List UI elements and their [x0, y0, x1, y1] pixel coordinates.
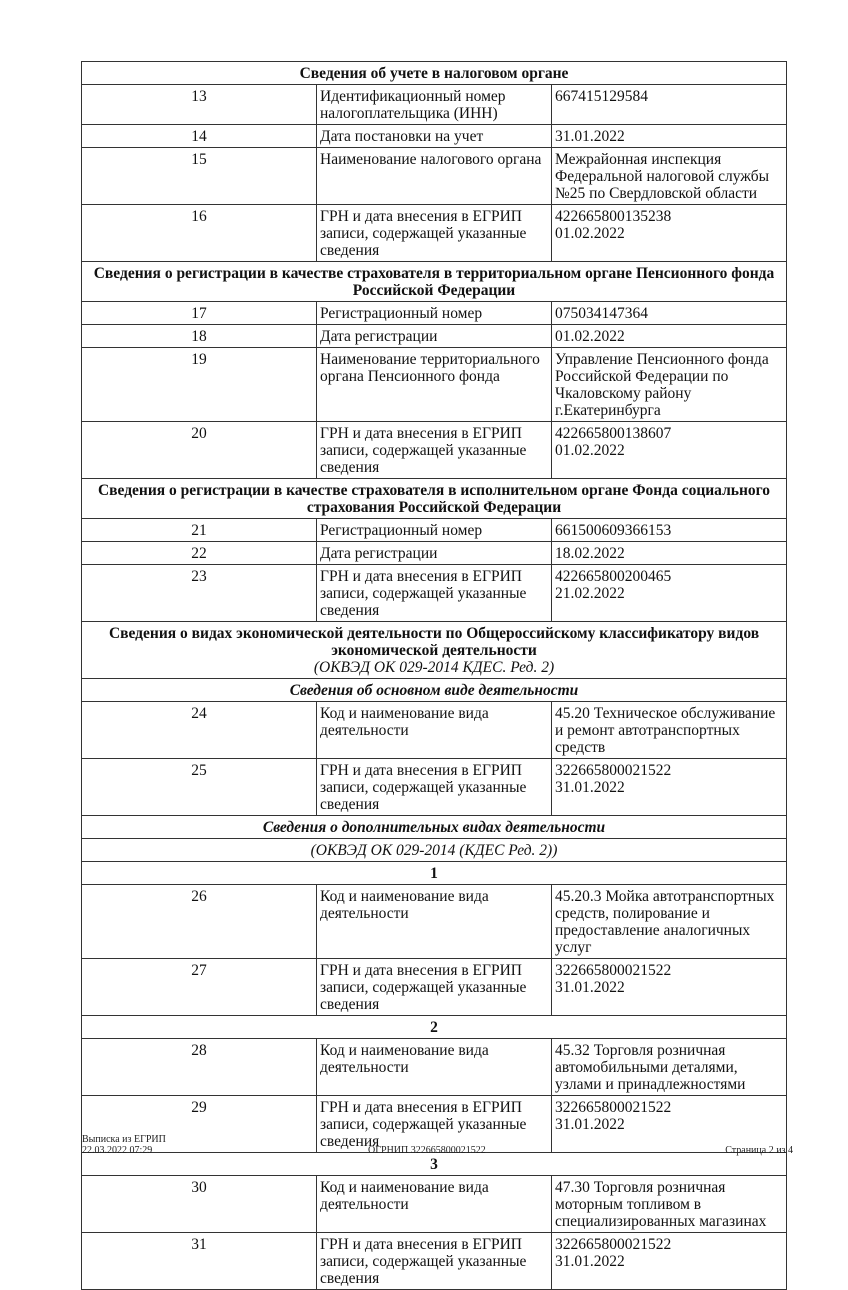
row-number: 24 — [82, 702, 317, 759]
registration-date-value: 31.01.2022 — [555, 128, 625, 145]
okved-subtitle: (ОКВЭД ОК 029-2014 КДЕС. Ред. 2) — [313, 659, 555, 676]
row-number: 25 — [82, 759, 317, 816]
row-label: ГРН и дата внесения в ЕГРИП записи, содержащей указанные сведения — [317, 565, 552, 622]
grn-date-value: 31.01.2022 — [555, 1253, 625, 1270]
row-number: 22 — [82, 542, 317, 565]
subsection-title: Сведения об основном виде деятельности — [82, 679, 787, 702]
table-row — [82, 1096, 787, 1153]
activity-code-value: 45.32 Торговля розничная автомобильными деталями, узлами и принадлежностями — [555, 1042, 746, 1093]
table-row — [82, 702, 787, 759]
pension-authority-value: Управление Пенсионного фонда Российской Федерации по Чкаловскому району г.Екатеринбурга — [555, 351, 769, 419]
table-row — [82, 85, 787, 125]
grn-value: 422665800200465 — [555, 568, 672, 585]
grn-value: 322665800021522 — [555, 962, 672, 979]
footer-datetime: 22.03.2022 07:29 — [82, 1145, 153, 1156]
row-value — [552, 959, 787, 1016]
table-row — [82, 1233, 787, 1290]
table-row — [82, 885, 787, 959]
row-value — [552, 302, 787, 325]
row-label: ГРН и дата внесения в ЕГРИП записи, содержащей указанные сведения — [317, 422, 552, 479]
grn-date-value: 01.02.2022 — [555, 442, 625, 459]
row-label: Наименование налогового органа — [317, 148, 552, 205]
grn-date-value: 31.01.2022 — [555, 979, 625, 996]
section-title: Сведения о регистрации в качестве страхователя в территориальном органе Пенсионного фонда Российской Федерации — [82, 262, 787, 302]
row-value — [552, 348, 787, 422]
row-value — [552, 1176, 787, 1233]
egrip-extract-table — [81, 61, 787, 1290]
row-number: 29 — [82, 1096, 317, 1153]
row-label: Регистрационный номер — [317, 302, 552, 325]
row-label: Код и наименование вида деятельности — [317, 1039, 552, 1096]
row-value — [552, 759, 787, 816]
footer-ogrnip: ОГРНИП 322665800021522 — [368, 1145, 486, 1156]
row-number: 19 — [82, 348, 317, 422]
subsection-title: Сведения о дополнительных видах деятельности — [82, 816, 787, 839]
grn-value: 422665800135238 — [555, 208, 672, 225]
section-header-social-insurance — [82, 479, 787, 519]
footer-document-info — [82, 1134, 166, 1156]
row-value — [552, 565, 787, 622]
row-number: 27 — [82, 959, 317, 1016]
footer-document-name: Выписка из ЕГРИП — [82, 1134, 166, 1145]
row-label: ГРН и дата внесения в ЕГРИП записи, содержащей указанные сведения — [317, 959, 552, 1016]
row-number: 13 — [82, 85, 317, 125]
table-row — [82, 325, 787, 348]
grn-date-value: 21.02.2022 — [555, 585, 625, 602]
row-value — [552, 1039, 787, 1096]
row-value — [552, 205, 787, 262]
table-row — [82, 148, 787, 205]
footer-page-number: Страница 2 из 4 — [725, 1145, 793, 1156]
subsection-okved-edition — [82, 839, 787, 862]
row-number: 14 — [82, 125, 317, 148]
registration-number-value: 661500609366153 — [555, 522, 672, 539]
grn-value: 322665800021522 — [555, 762, 672, 779]
row-label: Регистрационный номер — [317, 519, 552, 542]
table-row — [82, 348, 787, 422]
activity-code-value: 45.20 Техническое обслуживание и ремонт автотранспортных средств — [555, 705, 776, 756]
registration-number-value: 075034147364 — [555, 305, 648, 322]
row-number: 20 — [82, 422, 317, 479]
section-header-okved — [82, 622, 787, 679]
table-row — [82, 959, 787, 1016]
row-number: 28 — [82, 1039, 317, 1096]
row-value — [552, 519, 787, 542]
okved-edition-note: (ОКВЭД ОК 029-2014 (КДЕС Ред. 2)) — [82, 839, 787, 862]
grn-value: 322665800021522 — [555, 1099, 672, 1116]
row-value — [552, 422, 787, 479]
row-label: Код и наименование вида деятельности — [317, 702, 552, 759]
row-label: Код и наименование вида деятельности — [317, 885, 552, 959]
grn-date-value: 31.01.2022 — [555, 1116, 625, 1133]
row-number: 16 — [82, 205, 317, 262]
row-value — [552, 148, 787, 205]
row-number: 21 — [82, 519, 317, 542]
registration-date-value: 01.02.2022 — [555, 328, 625, 345]
row-value — [552, 1233, 787, 1290]
row-value — [552, 325, 787, 348]
row-label: ГРН и дата внесения в ЕГРИП записи, содержащей указанные сведения — [317, 1233, 552, 1290]
section-title: Сведения о регистрации в качестве страхователя в исполнительном органе Фонда социального страхования Российской Федерации — [82, 479, 787, 519]
row-label: ГРН и дата внесения в ЕГРИП записи, содержащей указанные сведения — [317, 1096, 552, 1153]
group-index: 3 — [82, 1153, 787, 1176]
grn-value: 422665800138607 — [555, 425, 672, 442]
inn-value: 667415129584 — [555, 88, 648, 105]
activity-code-value: 47.30 Торговля розничная моторным топливом в специализированных магазинах — [555, 1179, 767, 1230]
grn-value: 322665800021522 — [555, 1236, 672, 1253]
registration-date-value: 18.02.2022 — [555, 545, 625, 562]
row-value — [552, 85, 787, 125]
row-number: 17 — [82, 302, 317, 325]
row-label: Дата регистрации — [317, 542, 552, 565]
section-header-pension — [82, 262, 787, 302]
row-label: Наименование территориального органа Пенсионного фонда — [317, 348, 552, 422]
row-number: 23 — [82, 565, 317, 622]
table-row — [82, 205, 787, 262]
okved-title: Сведения о видах экономической деятельности по Общероссийскому классификатору видов экономической деятельности — [108, 625, 760, 659]
table-row — [82, 1039, 787, 1096]
group-index: 2 — [82, 1016, 787, 1039]
table-row — [82, 422, 787, 479]
table-row — [82, 1176, 787, 1233]
row-number: 18 — [82, 325, 317, 348]
table-row — [82, 125, 787, 148]
row-number: 30 — [82, 1176, 317, 1233]
row-label: ГРН и дата внесения в ЕГРИП записи, содержащей указанные сведения — [317, 759, 552, 816]
row-value — [552, 542, 787, 565]
row-label: Код и наименование вида деятельности — [317, 1176, 552, 1233]
section-title — [82, 622, 787, 679]
row-label: ГРН и дата внесения в ЕГРИП записи, содержащей указанные сведения — [317, 205, 552, 262]
row-number: 31 — [82, 1233, 317, 1290]
row-label: Идентификационный номер налогоплательщика (ИНН) — [317, 85, 552, 125]
group-index: 1 — [82, 862, 787, 885]
section-header-tax — [82, 62, 787, 85]
grn-date-value: 01.02.2022 — [555, 225, 625, 242]
grn-date-value: 31.01.2022 — [555, 779, 625, 796]
table-row — [82, 519, 787, 542]
row-value — [552, 125, 787, 148]
table-row — [82, 302, 787, 325]
row-number: 15 — [82, 148, 317, 205]
row-value — [552, 1096, 787, 1153]
row-label: Дата регистрации — [317, 325, 552, 348]
table-row — [82, 542, 787, 565]
row-label: Дата постановки на учет — [317, 125, 552, 148]
group-index-row — [82, 1016, 787, 1039]
subsection-header-main-activity — [82, 679, 787, 702]
group-index-row — [82, 862, 787, 885]
row-number: 26 — [82, 885, 317, 959]
row-value — [552, 885, 787, 959]
row-value — [552, 702, 787, 759]
table-row — [82, 565, 787, 622]
table-row — [82, 759, 787, 816]
activity-code-value: 45.20.3 Мойка автотранспортных средств, полирование и предоставление аналогичных услуг — [555, 888, 775, 956]
tax-authority-value: Межрайонная инспекция Федеральной налоговой службы №25 по Свердловской области — [555, 151, 770, 202]
subsection-header-additional-activities — [82, 816, 787, 839]
section-title: Сведения об учете в налоговом органе — [82, 62, 787, 85]
